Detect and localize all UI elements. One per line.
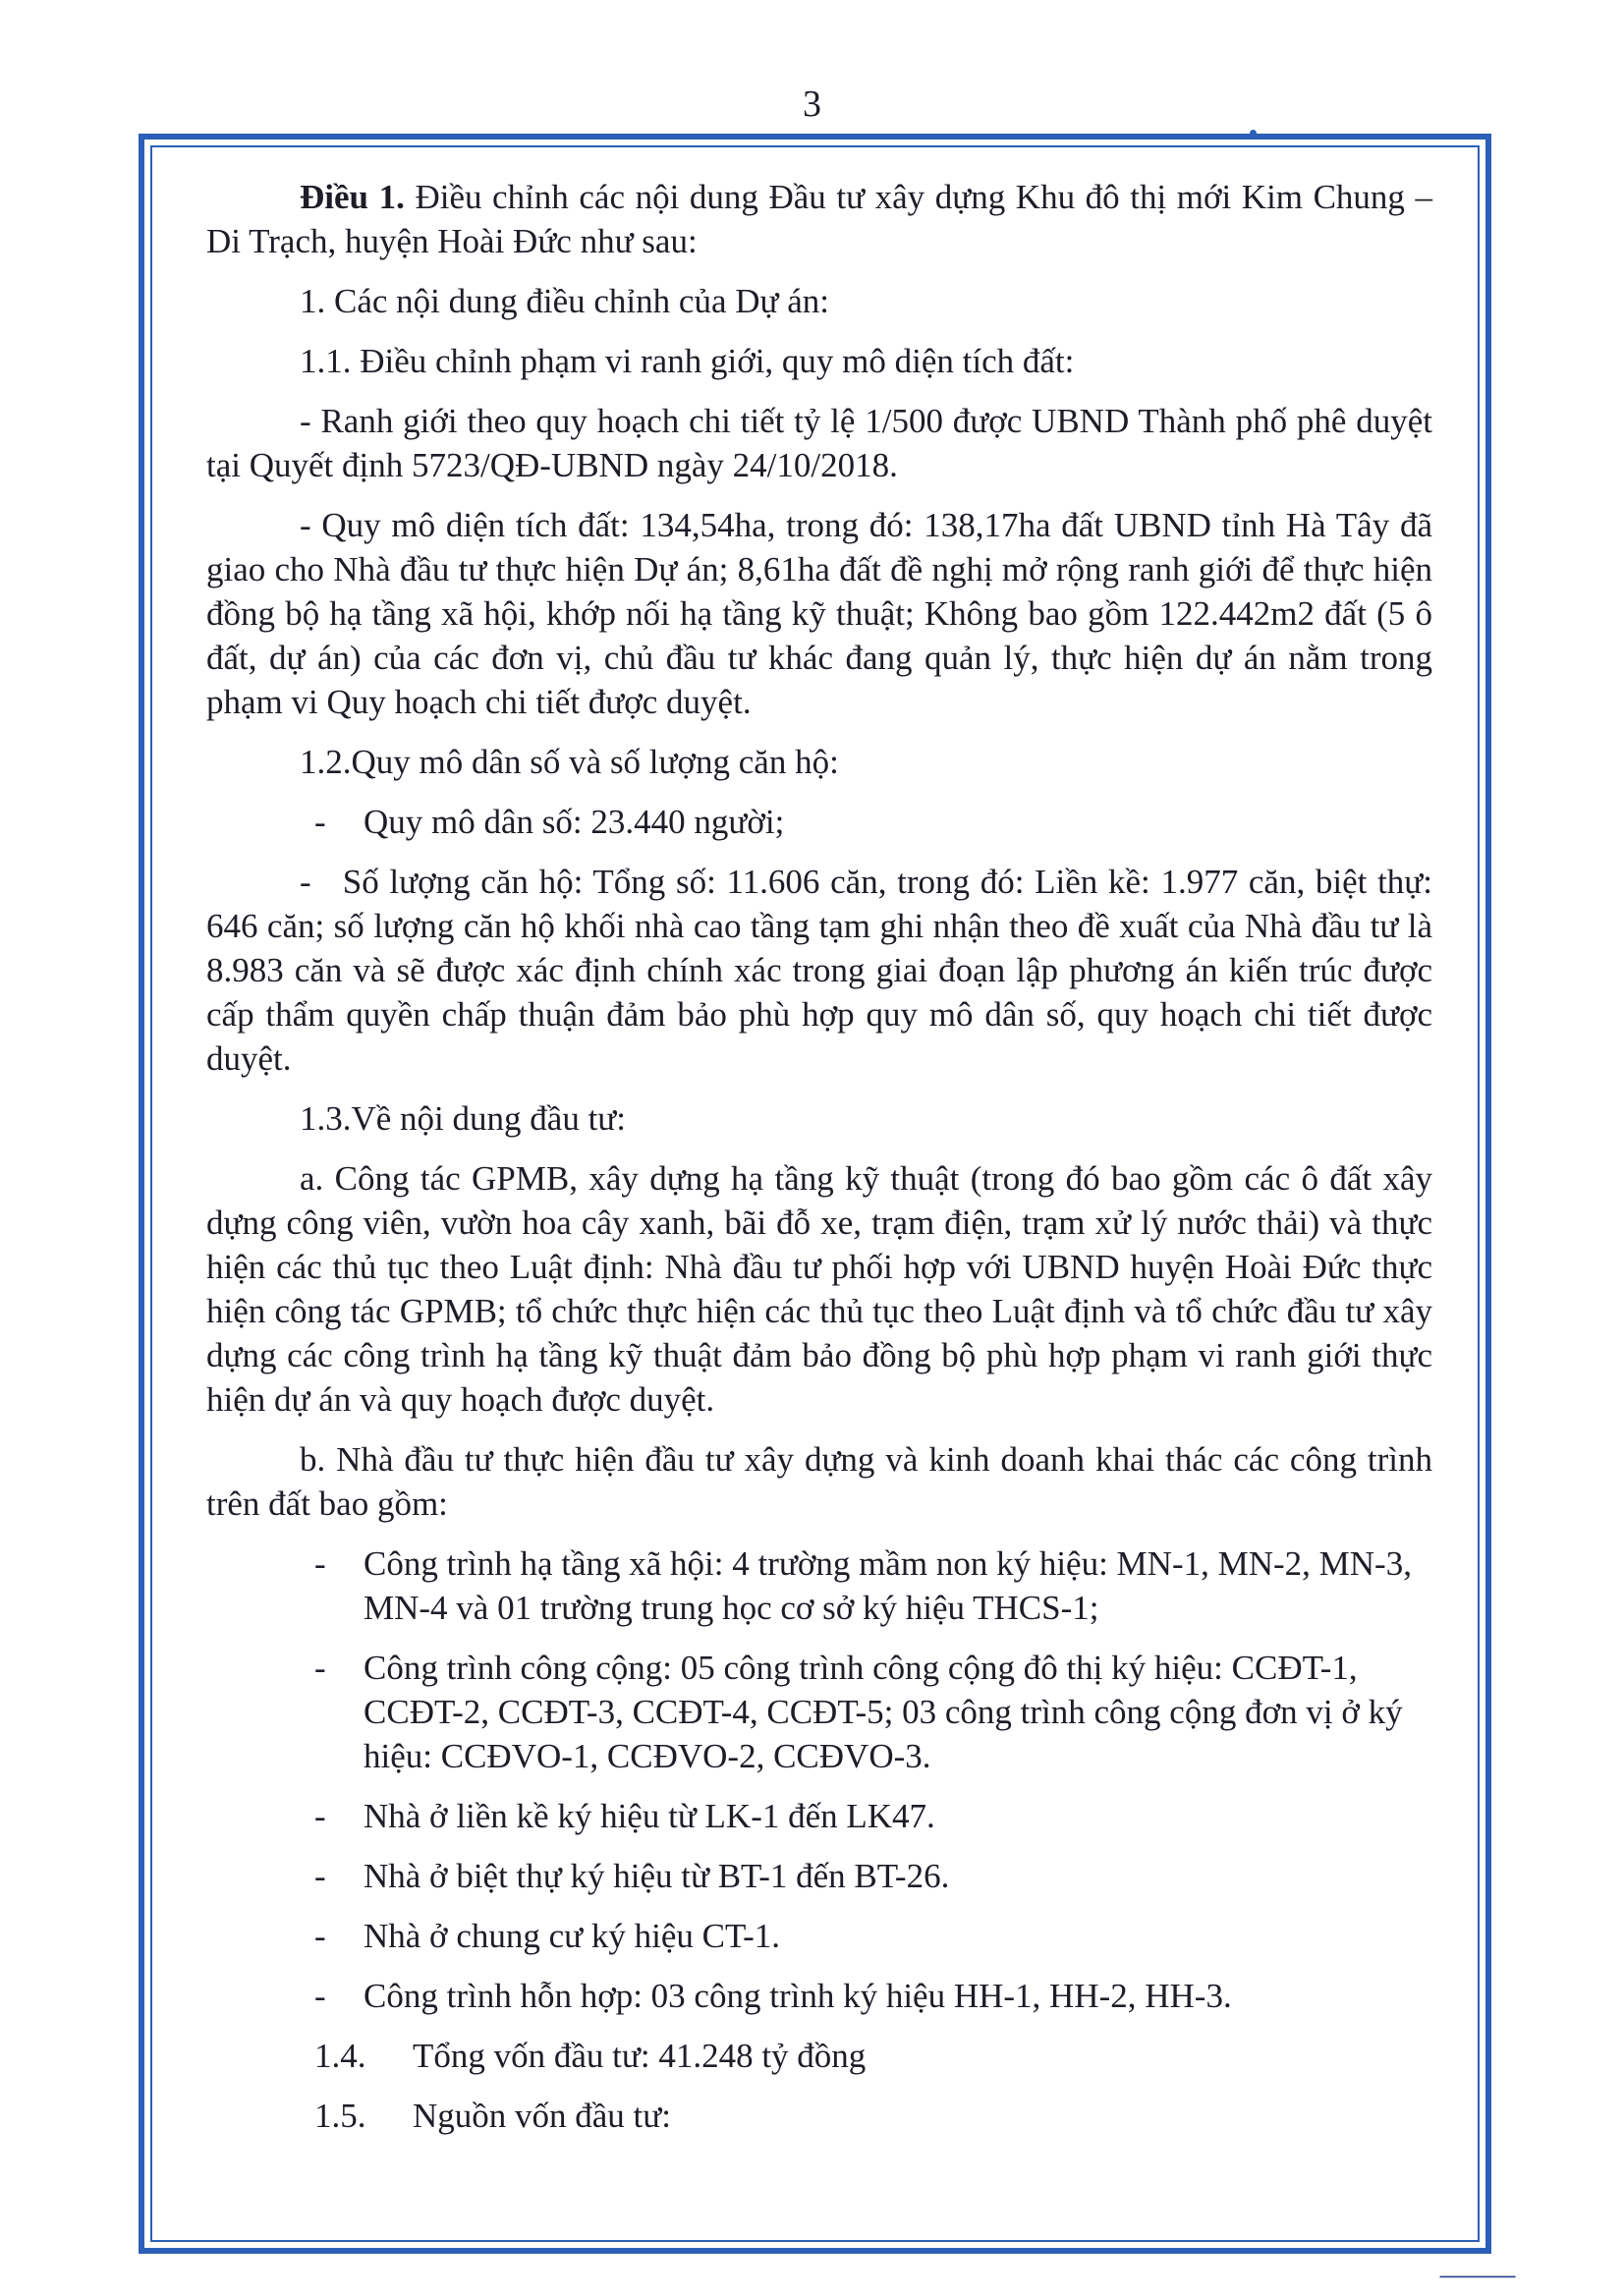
section-1-5 — [206, 2094, 1432, 2138]
document-body — [206, 175, 1432, 2154]
population-scale: - Quy mô dân số: 23.440 người; — [206, 800, 1432, 844]
section-1-3-title: 1.3.Về nội dung đầu tư: — [300, 1099, 626, 1138]
works-list-item: - Nhà ở liền kề ký hiệu từ LK-1 đến LK47. — [206, 1794, 1432, 1838]
population-list — [206, 800, 1432, 844]
section-1-5-number: 1.5. — [314, 2097, 366, 2135]
works-list-item: - Công trình hỗn hợp: 03 công trình ký hiệu HH-1, HH-2, HH-3. — [206, 1974, 1432, 2018]
section-1-4-number: 1.4. — [314, 2037, 366, 2075]
section-1-1-land-area: - Quy mô diện tích đất: 134,54ha, trong đó: 138,17ha đất UBND tỉnh Hà Tây đã giao cho Nhà đầu tư thực hiện Dự án; 8,61ha đất đề nghị mở rộng ranh giới để thực hiện đồng bộ hạ tầng xã hội, khớp nối hạ tầng kỹ thuật; Không bao gồm 122.442m2 đất (5 ô đất, dự án) của các đơn vị, chủ đầu tư khác đang quản lý, thực hiện dự án nằm trong phạm vi Quy hoạch chi tiết được duyệt. — [206, 506, 1432, 721]
works-list-item: - Công trình công cộng: 05 công trình công cộng đô thị ký hiệu: CCĐT-1, CCĐT-2, CCĐT-3, CCĐT-4, CCĐT-5; 03 công trình công cộng đơn vị ở ký hiệu: CCĐVO-1, CCĐVO-2, CCĐVO-3. — [206, 1646, 1432, 1778]
page-number: 3 — [803, 84, 821, 125]
section-1-1-boundary: - Ranh giới theo quy hoạch chi tiết tỷ lệ 1/500 được UBND Thành phố phê duyệt tại Quyết định 5723/QĐ-UBND ngày 24/10/2018. — [206, 402, 1432, 484]
investment-item-a: a. Công tác GPMB, xây dựng hạ tầng kỹ thuật (trong đó bao gồm các ô đất xây dựng công viên, vườn hoa cây xanh, bãi đỗ xe, trạm điện, trạm xử lý nước thải) và thực hiện các thủ tục theo Luật định: Nhà đầu tư phối hợp với UBND huyện Hoài Đức thực hiện công tác GPMB; tổ chức thực hiện các thủ tục theo Luật định và tổ chức đầu tư xây dựng các công trình hạ tầng kỹ thuật đảm bảo đồng bộ phù hợp phạm vi ranh giới thực hiện dự án và quy hoạch được duyệt. — [206, 1159, 1432, 1419]
works-list-item: - Công trình hạ tầng xã hội: 4 trường mầm non ký hiệu: MN-1, MN-2, MN-3, MN-4 và 01 trường trung học cơ sở ký hiệu THCS-1; — [206, 1541, 1432, 1630]
apartment-count-text: Số lượng căn hộ: Tổng số: 11.606 căn, trong đó: Liền kề: 1.977 căn, biệt thự: 646 căn; số lượng căn hộ khối nhà cao tầng tạm ghi nhận theo đề xuất của Nhà đầu tư là 8.983 căn và sẽ được xác định chính xác trong giai đoạn lập phương án kiến trúc được cấp thẩm quyền chấp thuận đảm bảo phù hợp quy mô dân số, quy hoạch chi tiết được duyệt. — [206, 863, 1432, 1078]
article-intro-text: Điều chỉnh các nội dung Đầu tư xây dựng Khu đô thị mới Kim Chung – Di Trạch, huyện Hoài Đức như sau: — [206, 178, 1433, 260]
section-1-4 — [206, 2034, 1432, 2078]
works-list-item: - Nhà ở chung cư ký hiệu CT-1. — [206, 1914, 1432, 1958]
total-investment: Tổng vốn đầu tư: 41.248 tỷ đồng — [413, 2037, 867, 2075]
article-1-intro — [206, 175, 1432, 263]
works-list — [206, 1541, 1432, 2018]
section-1-1-title: 1.1. Điều chỉnh phạm vi ranh giới, quy mô diện tích đất: — [300, 342, 1075, 380]
section-1-title: 1. Các nội dung điều chỉnh của Dự án: — [300, 282, 829, 320]
works-list-item: - Nhà ở biệt thự ký hiệu từ BT-1 đến BT-26. — [206, 1854, 1432, 1898]
article-heading: Điều 1. — [300, 178, 405, 216]
investment-item-b: b. Nhà đầu tư thực hiện đầu tư xây dựng và kinh doanh khai thác các công trình trên đất bao gồm: — [206, 1440, 1432, 1523]
apartment-count: - Số lượng căn hộ: Tổng số: 11.606 căn, trong đó: Liền kề: 1.977 căn, biệt thự: 646 căn; số lượng căn hộ khối nhà cao tầng tạm ghi nhận theo đề xuất của Nhà đầu tư là 8.983 căn và sẽ được xác định chính xác trong giai đoạn lập phương án kiến trúc được cấp thẩm quyền chấp thuận đảm bảo phù hợp quy mô dân số, quy hoạch chi tiết được duyệt. — [206, 863, 1432, 1078]
section-1-2-title: 1.2.Quy mô dân số và số lượng căn hộ: — [300, 743, 839, 781]
investment-source: Nguồn vốn đầu tư: — [413, 2097, 671, 2135]
handwritten-initials: ⸻ — [1436, 2256, 1515, 2293]
